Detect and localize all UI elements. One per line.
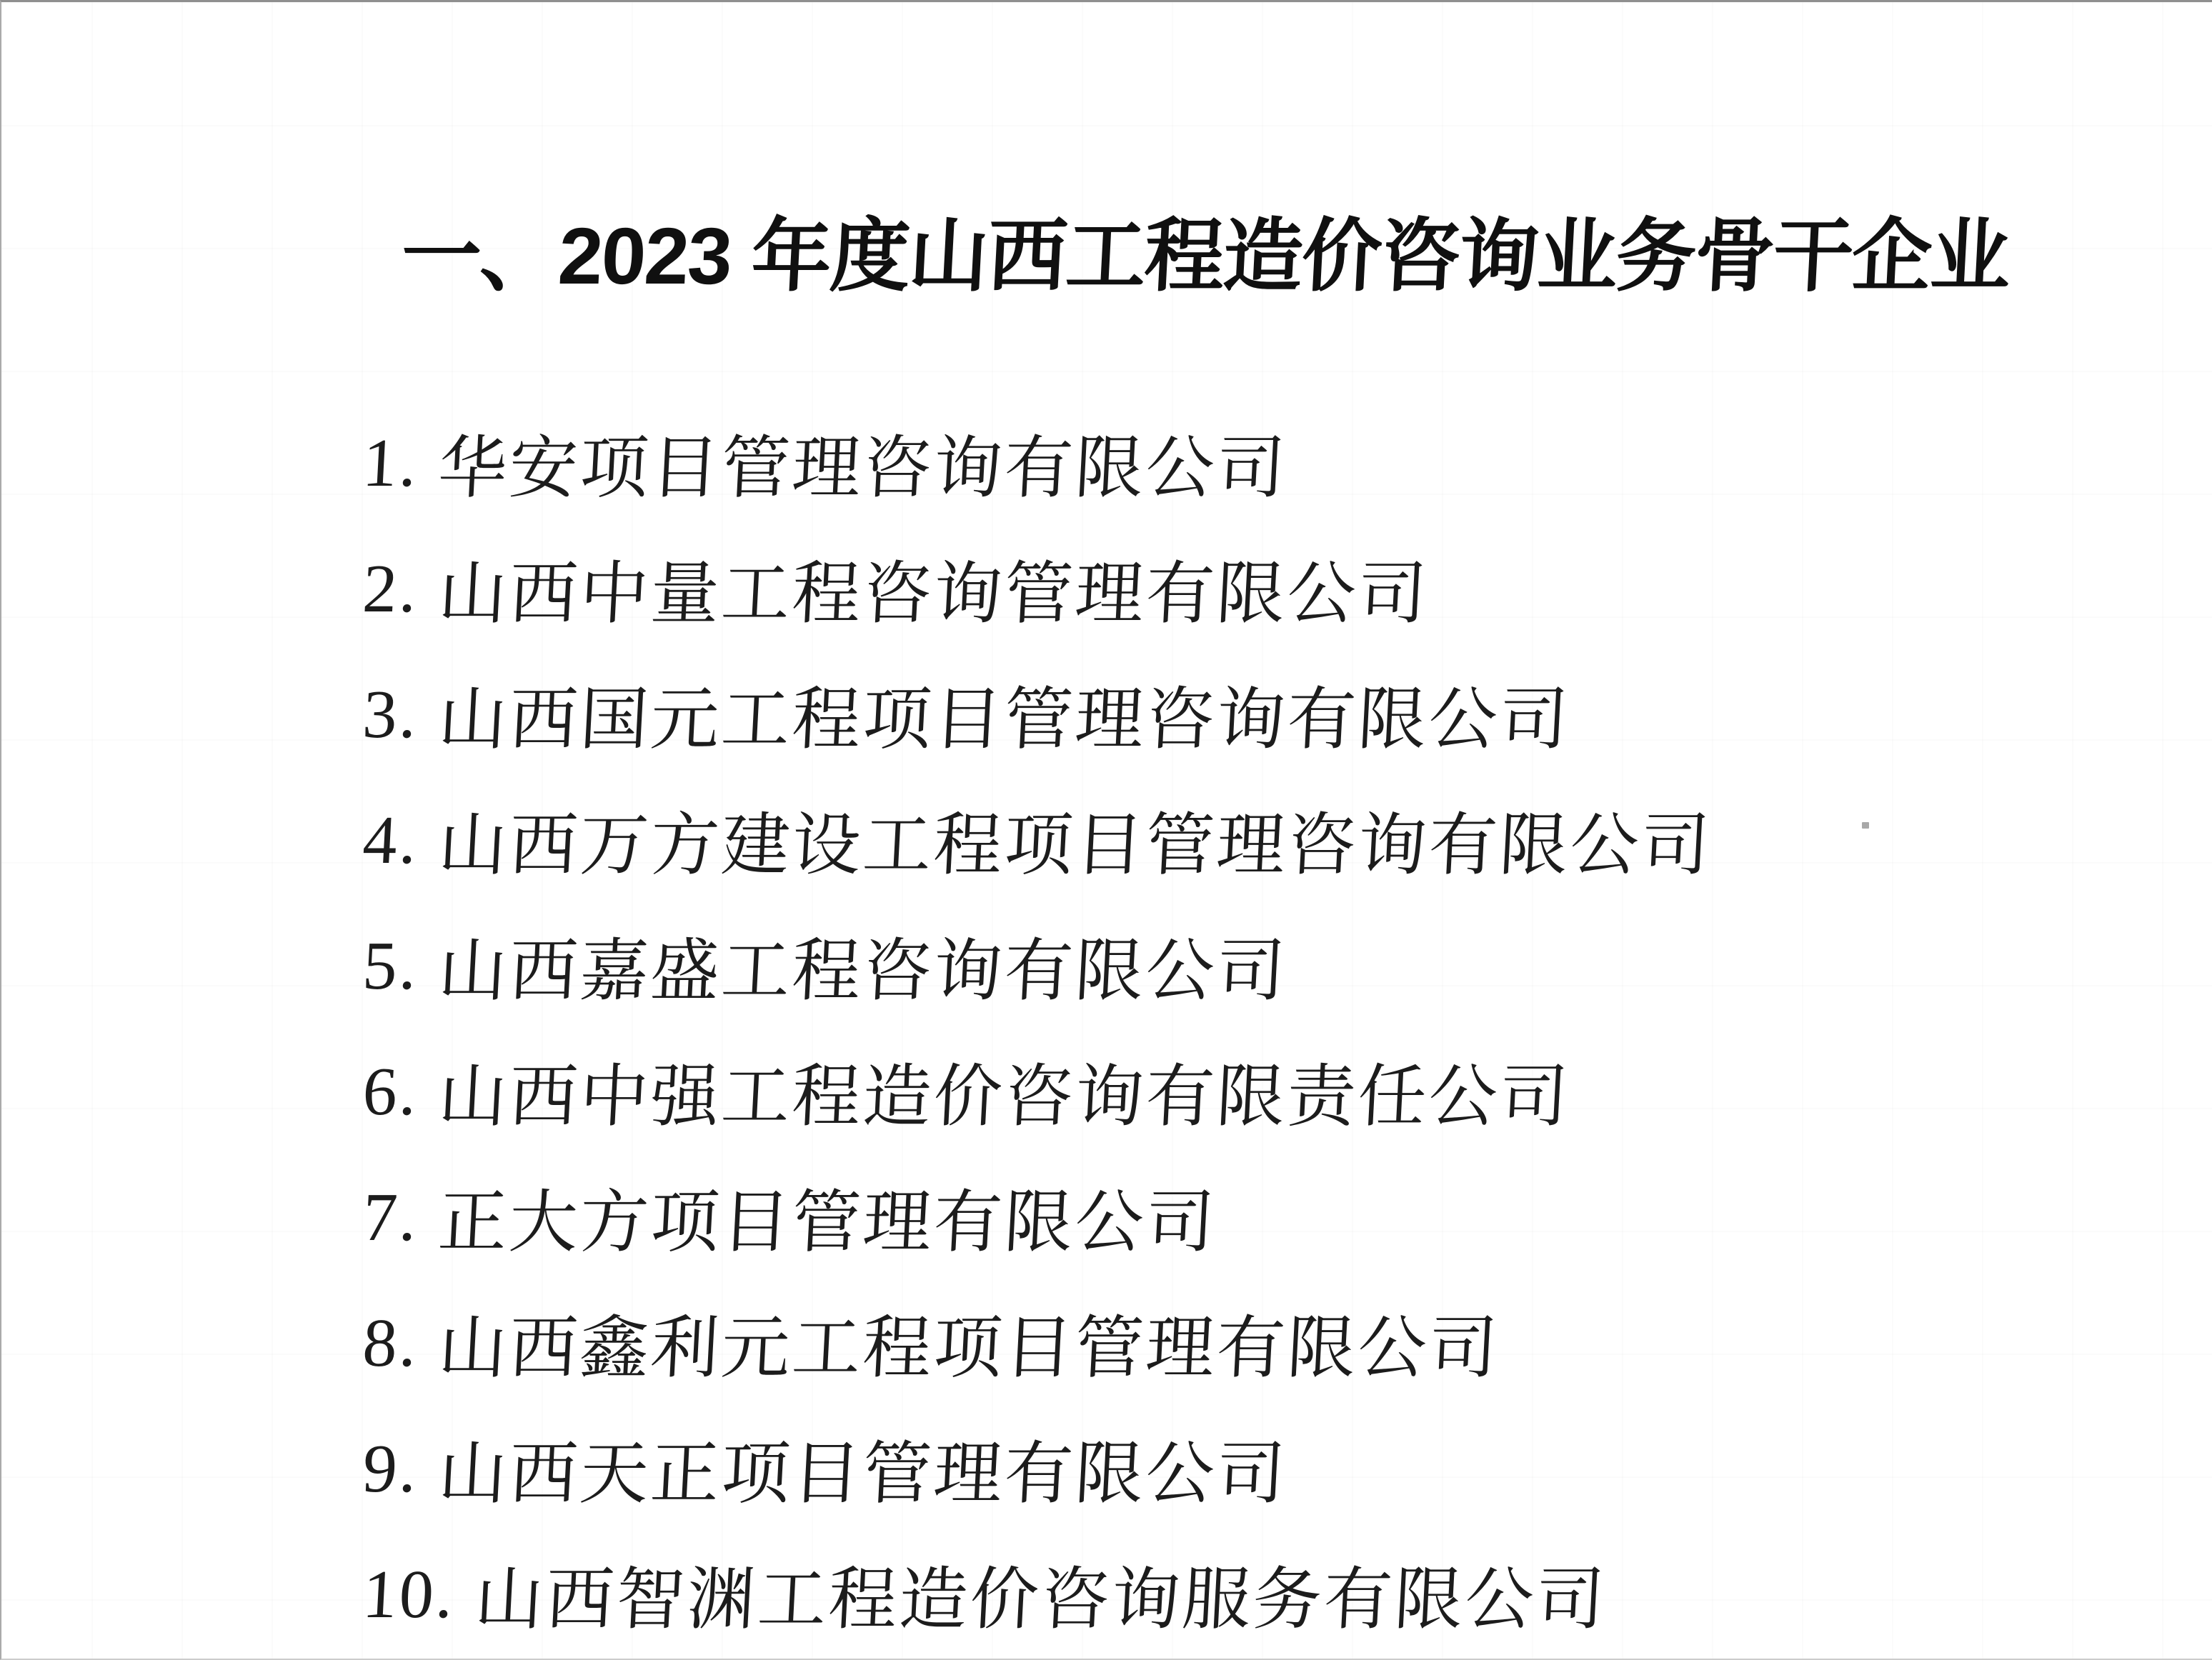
list-item-number: 10. bbox=[361, 1555, 457, 1632]
list-item bbox=[359, 399, 1715, 525]
company-name: 山西嘉盛工程咨询有限公司 bbox=[436, 932, 1290, 1009]
list-item bbox=[359, 1279, 1715, 1405]
list-item-number: 4. bbox=[361, 801, 421, 878]
list-item bbox=[359, 1405, 1715, 1531]
company-name: 山西鑫利元工程项目管理有限公司 bbox=[436, 1309, 1502, 1386]
company-name: 山西中量工程咨询管理有限公司 bbox=[436, 555, 1431, 632]
list-item-number: 6. bbox=[361, 1052, 421, 1129]
list-item bbox=[359, 1531, 1715, 1656]
list-item bbox=[359, 776, 1715, 902]
list-item bbox=[359, 1154, 1715, 1279]
company-list bbox=[363, 399, 1712, 1656]
list-item bbox=[359, 525, 1715, 651]
list-item-number: 1. bbox=[361, 424, 421, 501]
list-item-number: 8. bbox=[361, 1304, 421, 1381]
scan-speck-artifact bbox=[1862, 822, 1869, 829]
company-name: 山西智渊工程造价咨询服务有限公司 bbox=[472, 1561, 1609, 1638]
list-item bbox=[359, 651, 1715, 776]
company-name: 正大方项目管理有限公司 bbox=[436, 1184, 1219, 1261]
company-name: 山西天正项目管理有限公司 bbox=[436, 1435, 1290, 1512]
list-item-number: 2. bbox=[361, 549, 421, 626]
list-item-number: 9. bbox=[361, 1429, 421, 1506]
list-item-number: 3. bbox=[361, 675, 421, 752]
company-name: 山西国元工程项目管理咨询有限公司 bbox=[436, 681, 1573, 758]
list-item bbox=[359, 1028, 1715, 1154]
list-item-number: 5. bbox=[361, 926, 421, 1004]
company-name: 华安项目管理咨询有限公司 bbox=[436, 429, 1290, 506]
page-title: 一、2023 年度山西工程造价咨询业务骨干企业 bbox=[399, 211, 2012, 301]
list-item bbox=[359, 902, 1715, 1028]
list-item-number: 7. bbox=[361, 1178, 421, 1255]
company-name: 山西万方建设工程项目管理咨询有限公司 bbox=[436, 806, 1714, 884]
company-name: 山西中强工程造价咨询有限责任公司 bbox=[436, 1058, 1573, 1135]
